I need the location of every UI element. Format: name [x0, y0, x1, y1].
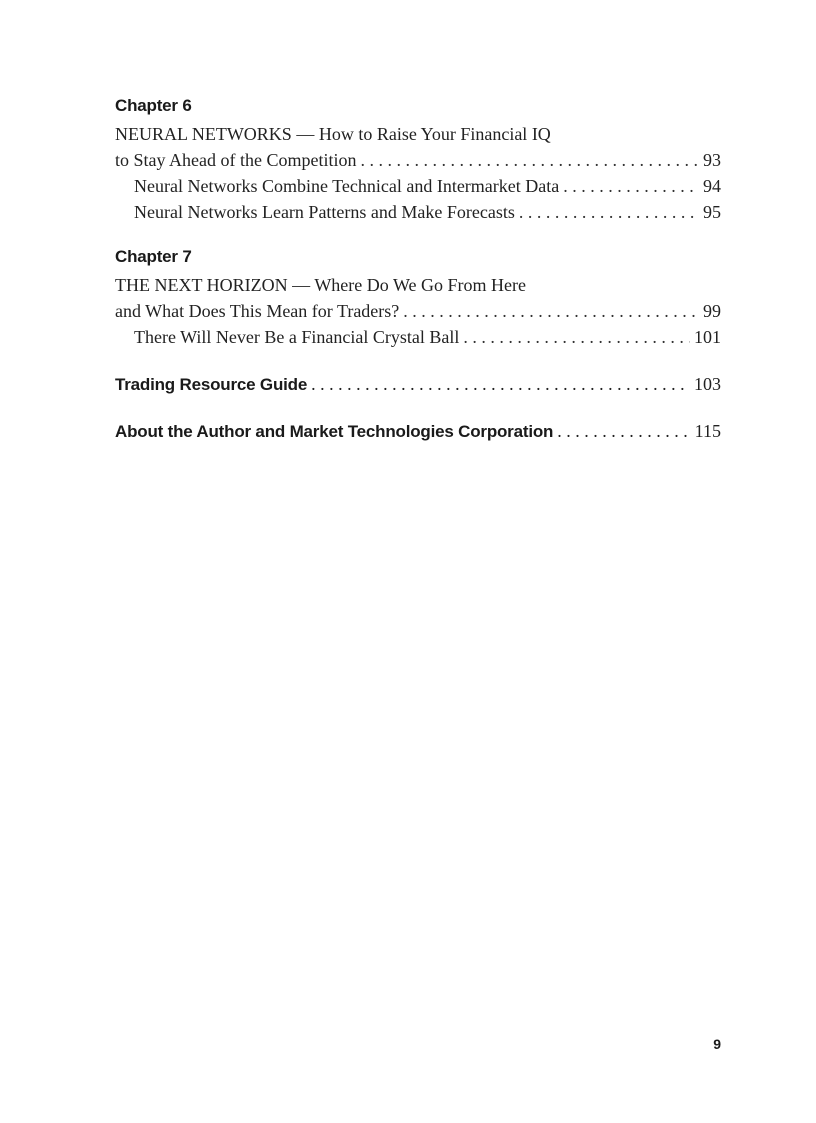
- chapter-7-label: Chapter 7: [115, 247, 192, 266]
- trading-resource-guide-page: 103: [694, 374, 721, 394]
- dot-leader: [563, 173, 699, 199]
- chapter-6-title-line-2: to Stay Ahead of the Competition: [115, 150, 357, 170]
- dot-leader: [360, 147, 699, 173]
- toc-subentry: [115, 324, 721, 350]
- subentry-page: 95: [703, 202, 721, 222]
- chapter-7-page: 99: [703, 301, 721, 321]
- about-the-author-title: About the Author and Market Technologies Corporation: [115, 422, 554, 441]
- trading-resource-guide-entry: [115, 371, 721, 397]
- subentry-page: 94: [703, 176, 721, 196]
- chapter-6-title-line-1: NEURAL NETWORKS — How to Raise Your Financial IQ: [115, 124, 551, 144]
- spacer: [115, 225, 721, 246]
- subentry-title: There Will Never Be a Financial Crystal Ball: [134, 327, 460, 347]
- subentry-title: Neural Networks Learn Patterns and Make Forecasts: [134, 202, 515, 222]
- spacer: [115, 350, 721, 371]
- dot-leader: [463, 324, 690, 350]
- chapter-6-title-entry: [115, 147, 721, 173]
- spacer: [115, 397, 721, 418]
- page-number: 9: [713, 1036, 721, 1052]
- about-the-author-entry: [115, 418, 721, 444]
- dot-leader: [403, 298, 699, 324]
- subentry-title: Neural Networks Combine Technical and Intermarket Data: [134, 176, 560, 196]
- trading-resource-guide-title: Trading Resource Guide: [115, 375, 308, 394]
- toc-subentry: [115, 199, 721, 225]
- table-of-contents: [115, 95, 721, 444]
- about-the-author-page: 115: [694, 421, 721, 441]
- toc-subentry: [115, 173, 721, 199]
- chapter-7-title-entry: [115, 298, 721, 324]
- dot-leader: [557, 418, 690, 444]
- dot-leader: [311, 371, 690, 397]
- chapter-6-page: 93: [703, 150, 721, 170]
- subentry-page: 101: [694, 327, 721, 347]
- chapter-6-label: Chapter 6: [115, 96, 192, 115]
- chapter-7-title-line-2: and What Does This Mean for Traders?: [115, 301, 400, 321]
- chapter-7-title-line-1: THE NEXT HORIZON — Where Do We Go From Here: [115, 275, 526, 295]
- dot-leader: [519, 199, 699, 225]
